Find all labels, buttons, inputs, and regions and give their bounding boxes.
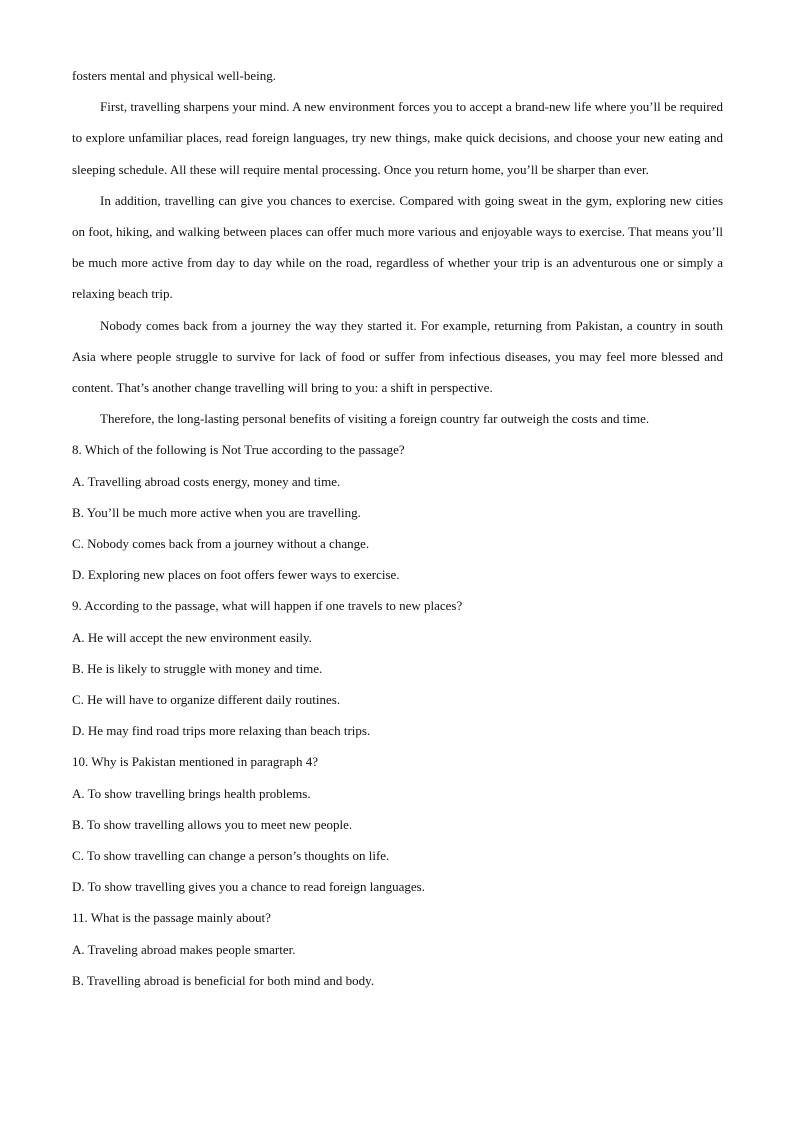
passage-paragraph-3: In addition, travelling can give you chances to exercise. Compared with going sweat in the gym, exploring new cities on foot, hiking, and walking between places can offer much more various and enjoyable ways to exercise. That means you’ll be much more active from day to day while on the road, regardless of whether your trip is an adventurous one or simply a relaxing beach trip. <box>72 192 723 302</box>
question-11 <box>72 902 723 996</box>
question-option: D. To show travelling gives you a chance to read foreign languages. <box>72 879 425 895</box>
question-stem: 11. What is the passage mainly about? <box>72 910 271 926</box>
question-stem: 10. Why is Pakistan mentioned in paragraph 4? <box>72 754 318 770</box>
question-option: D. Exploring new places on foot offers fewer ways to exercise. <box>72 567 400 583</box>
question-option: B. He is likely to struggle with money and time. <box>72 660 323 676</box>
document-page <box>72 60 723 996</box>
passage-continuation: fosters mental and physical well-being. <box>72 68 276 83</box>
question-option: C. To show travelling can change a person’s thoughts on life. <box>72 848 390 864</box>
question-8 <box>72 434 723 590</box>
question-option: C. He will have to organize different daily routines. <box>72 692 341 708</box>
question-option: A. Travelling abroad costs energy, money and time. <box>72 473 341 489</box>
question-option: A. He will accept the new environment easily. <box>72 629 312 645</box>
question-option: B. To show travelling allows you to meet new people. <box>72 816 353 832</box>
passage-paragraph-5: Therefore, the long-lasting personal benefits of visiting a foreign country far outweigh the costs and time. <box>100 411 650 427</box>
question-option: A. Traveling abroad makes people smarter. <box>72 941 296 957</box>
question-option: B. You’ll be much more active when you are travelling. <box>72 504 361 520</box>
question-9 <box>72 590 723 746</box>
question-option: A. To show travelling brings health problems. <box>72 785 311 801</box>
question-option: C. Nobody comes back from a journey without a change. <box>72 536 370 552</box>
question-10 <box>72 746 723 902</box>
question-option: D. He may find road trips more relaxing than beach trips. <box>72 723 371 739</box>
question-stem: 8. Which of the following is Not True according to the passage? <box>72 442 405 458</box>
passage-paragraph-4: Nobody comes back from a journey the way they started it. For example, returning from Pakistan, a country in south Asia where people struggle to survive for lack of food or suffer from infectious diseases, you may feel more blessed and content. That’s another change travelling will bring to you: a shift in perspective. <box>72 317 723 396</box>
question-option: B. Travelling abroad is beneficial for both mind and body. <box>72 972 375 988</box>
passage-paragraph-2: First, travelling sharpens your mind. A new environment forces you to accept a brand-new life where you’ll be required to explore unfamiliar places, read foreign languages, try new things, make quick decisions, and choose your new eating and sleeping schedule. All these will require mental processing. Once you return home, you’ll be sharper than ever. <box>72 99 723 177</box>
question-stem: 9. According to the passage, what will happen if one travels to new places? <box>72 598 463 614</box>
